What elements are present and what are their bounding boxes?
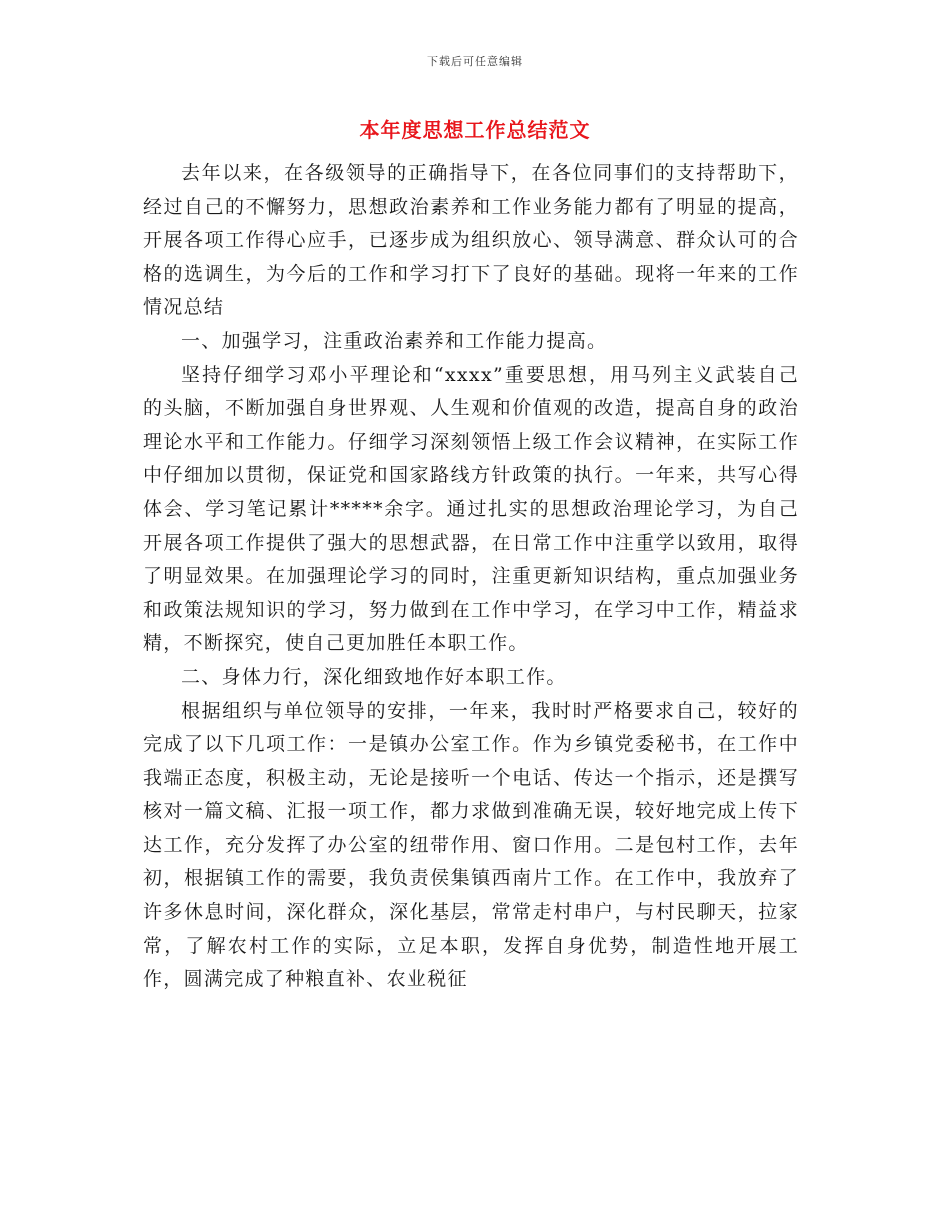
document-title: 本年度思想工作总结范文 bbox=[359, 118, 591, 142]
paragraph-work: 根据组织与单位领导的安排，一年来，我时时严格要求自己，较好的完成了以下几项工作：一是镇办公室工作。作为乡镇党委秘书，在工作中我端正态度，积极主动，无论是接听一个电话、传达一个指示，还是撰写核对一篇文稿、汇报一项工作，都力求做到准确无误，较好地完成上传下达工作，充分发挥了办公室的纽带作用、窗口作用。二是包村工作，去年初，根据镇工作的需要，我负责侯集镇西南片工作。在工作中，我放弃了许多休息时间，深化群众，深化基层，常常走村串户，与村民聊天，拉家常，了解农村工作的实际，立足本职，发挥自身优势，制造性地开展工作，圆满完成了种粮直补、农业税征 bbox=[143, 699, 799, 991]
paragraph-study: 坚持仔细学习邓小平理论和“xxxx”重要思想，用马列主义武装自己的头脑，不断加强自身世界观、人生观和价值观的改造，提高自身的政治理论水平和工作能力。仔细学习深刻领悟上级工作会议精神，在实际工作中仔细加以贯彻，保证党和国家路线方针政策的执行。一年来，共写心得体会、学习笔记累计*****余字。通过扎实的思想政治理论学习，为自己开展各项工作提供了强大的思想武器，在日常工作中注重学以致用，取得了明显效果。在加强理论学习的同时，注重更新知识结构，重点加强业务和政策法规知识的学习，努力做到在工作中学习，在学习中工作，精益求精，不断探究，使自己更加胜任本职工作。 bbox=[143, 363, 799, 655]
section-heading-2: 二、身体力行，深化细致地作好本职工作。 bbox=[181, 665, 567, 688]
header-note: 下载后可任意编辑 bbox=[427, 55, 523, 68]
section-heading-1: 一、加强学习，注重政治素养和工作能力提高。 bbox=[181, 329, 608, 352]
document-body bbox=[143, 157, 799, 997]
paragraph-intro: 去年以来，在各级领导的正确指导下，在各位同事们的支持帮助下，经过自己的不懈努力，思想政治素养和工作业务能力都有了明显的提高，开展各项工作得心应手，已逐步成为组织放心、领导满意、群众认可的合格的选调生，为今后的工作和学习打下了良好的基础。现将一年来的工作情况总结 bbox=[143, 162, 799, 319]
